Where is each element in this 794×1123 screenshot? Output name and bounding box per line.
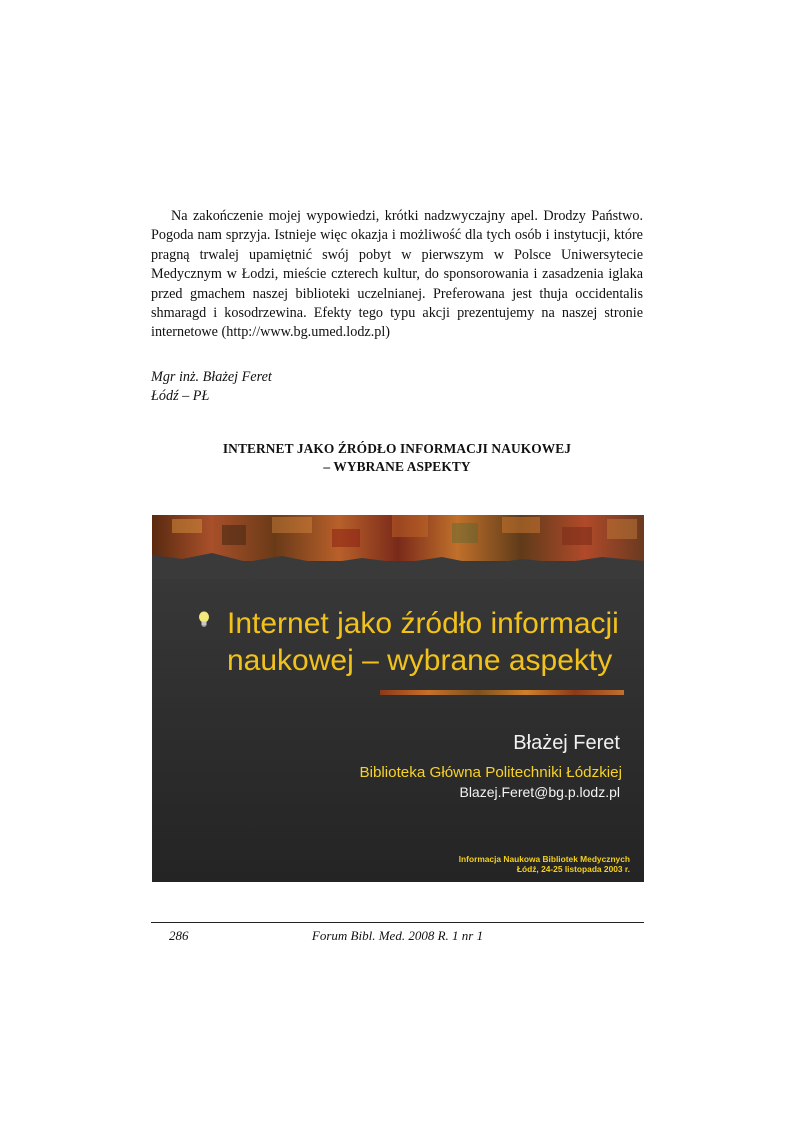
slide-email: Blazej.Feret@bg.p.lodz.pl — [459, 784, 620, 800]
slide-author-name: Błażej Feret — [513, 732, 620, 754]
footer-rule — [151, 922, 644, 923]
page-number: 286 — [169, 928, 189, 943]
article-title-line-2: – WYBRANE ASPEKTY — [323, 459, 471, 474]
slide-title-line-2: naukowej – wybrane aspekty — [227, 644, 613, 677]
slide-footer-line-1: Informacja Naukowa Bibliotek Medycznych — [458, 854, 630, 864]
slide-affiliation: Biblioteka Główna Politechniki Łódzkiej — [359, 764, 622, 781]
author-block — [151, 368, 272, 406]
article-title — [151, 440, 643, 476]
journal-reference: Forum Bibl. Med. 2008 R. 1 nr 1 — [311, 928, 484, 943]
slide-decorative-rule — [380, 690, 624, 695]
slide-decorative-banner — [152, 515, 644, 579]
author-location: Łódź – PŁ — [151, 388, 210, 404]
slide-footer — [459, 854, 630, 874]
slide-title — [227, 605, 637, 679]
presentation-slide-image — [152, 515, 644, 882]
lightbulb-icon — [198, 611, 210, 627]
slide-title-line-1: Internet jako źródło informacji — [227, 607, 619, 640]
author-name: Mgr inż. Błażej Feret — [151, 369, 272, 385]
article-title-line-1: INTERNET JAKO ŹRÓDŁO INFORMACJI NAUKOWEJ — [222, 441, 572, 456]
body-paragraph: Na zakończenie mojej wypowiedzi, krótki nadzwyczajny apel. Drodzy Państwo. Pogoda nam sprzyja. Istnieje więc okazja i możliwość dla tych osób i instytucji, które pragną trwalej upamiętnić swój pobyt w pierwszym w Polsce Uniwersytecie Medycznym w Łodzi, mieście czterech kultur, do sponsorowania i zasadzenia iglaka przed gmachem naszej biblioteki uczelnianej. Preferowana jest thuja occidentalis shmaragd i kosodrzewina. Efekty tego typu akcji prezentujemy na naszej stronie internetowe (http://www.bg.umed.lodz.pl) — [151, 208, 643, 341]
slide-footer-line-2: Łódź, 24-25 listopada 2003 r. — [516, 864, 630, 874]
